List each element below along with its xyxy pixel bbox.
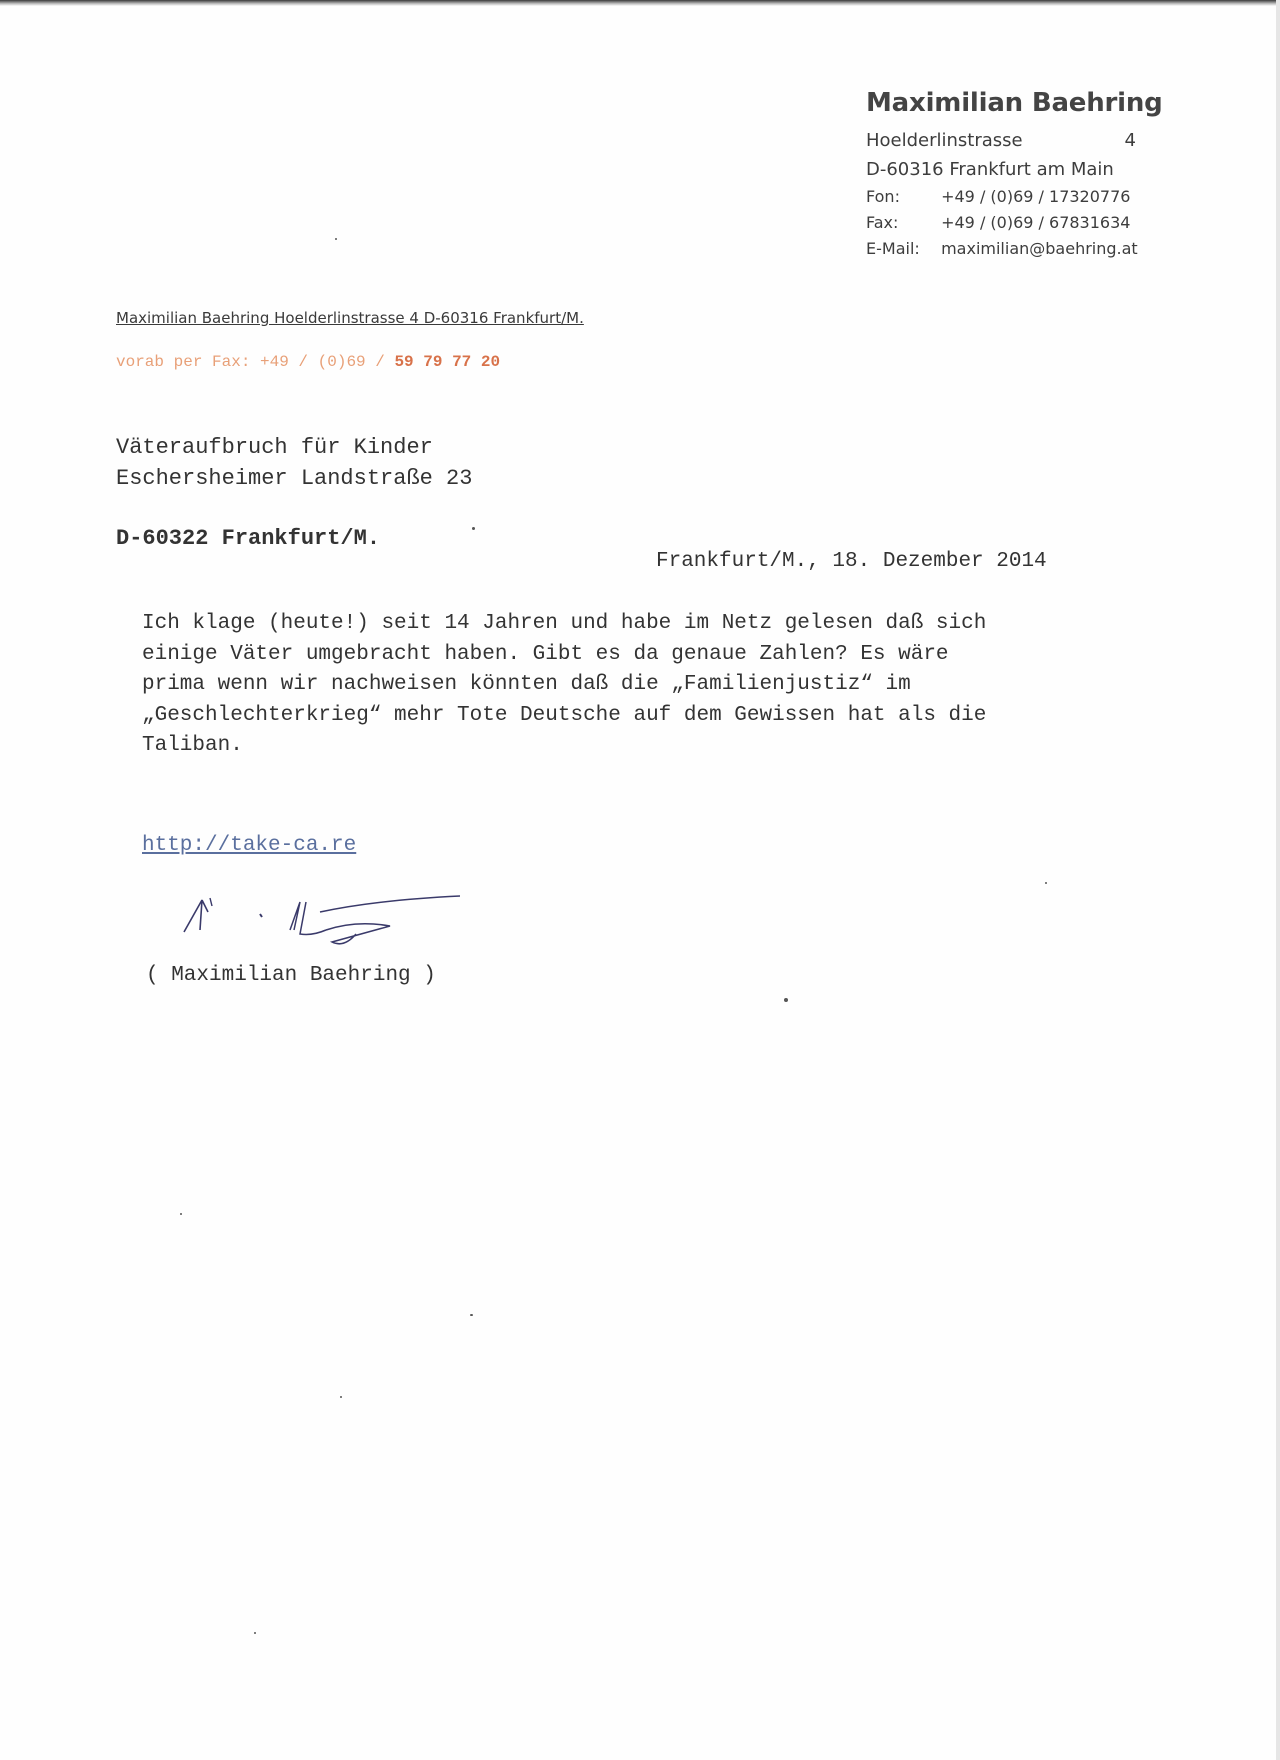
email-address: maximilian@baehring.at (941, 239, 1138, 258)
letterhead-house-number: 4 (1124, 130, 1136, 151)
letterhead-fax-row (866, 210, 1136, 236)
scan-speck (335, 238, 337, 240)
letterhead-email-row (866, 236, 1136, 262)
signature-stroke-4 (326, 924, 390, 944)
phone-label: Fon: (866, 187, 900, 206)
signature-stroke-2 (210, 898, 212, 906)
fax-notice-number: 59 79 77 20 (394, 353, 501, 371)
date-line: Frankfurt/M., 18. Dezember 2014 (656, 550, 1047, 573)
fax-label: Fax: (866, 213, 899, 232)
scan-speck (470, 1314, 473, 1316)
scan-speck (340, 1396, 342, 1398)
phone-number: +49 / (0)69 / 17320776 (941, 187, 1131, 206)
handwritten-signature (180, 890, 470, 962)
scan-speck (180, 1213, 182, 1215)
scan-edge-top (0, 0, 1280, 6)
letterhead-phone-row (866, 184, 1136, 210)
letterhead-street: Hoelderlinstrasse (866, 130, 1023, 151)
letterhead-name: Maximilian Baehring (866, 88, 1163, 118)
recipient-name: Väteraufbruch für Kinder (116, 435, 433, 460)
letter-body: Ich klage (heute!) seit 14 Jahren und habe im Netz gelesen daß sich einige Väter umgebracht haben. Gibt es da genaue Zahlen? Es wäre prima wenn wir nachweisen könnten daß die „Familienjustiz“ im „Geschlechterkrieg“ mehr Tote Deutsche auf dem Gewissen hat als die Taliban. (142, 612, 987, 757)
sender-return-address: Maximilian Baehring Hoelderlinstrasse 4 D-60316 Frankfurt/M. (116, 309, 584, 327)
recipient-address (116, 432, 472, 554)
scan-speck (254, 1632, 256, 1634)
fax-notice (116, 353, 500, 371)
email-label: E-Mail: (866, 239, 920, 258)
scan-edge-right (1276, 0, 1280, 1760)
letterhead (866, 88, 1163, 262)
scan-speck (1045, 882, 1047, 884)
letterhead-street-row (866, 126, 1136, 155)
fax-notice-prefix: vorab per Fax: +49 / (0)69 / (116, 353, 395, 371)
scan-speck (784, 998, 788, 1002)
fax-number: +49 / (0)69 / 67831634 (941, 213, 1131, 232)
signature-dot (260, 914, 262, 917)
signature-stroke-1 (184, 900, 208, 932)
scan-speck (472, 527, 475, 530)
signature-stroke-3 (290, 896, 460, 935)
website-link[interactable]: http://take-ca.re (142, 834, 357, 857)
signoff-name: ( Maximilian Baehring ) (146, 964, 436, 987)
recipient-city: D-60322 Frankfurt/M. (116, 526, 381, 551)
recipient-street: Eschersheimer Landstraße 23 (116, 466, 473, 491)
letterhead-postal-city: D-60316 Frankfurt am Main (866, 159, 1114, 180)
